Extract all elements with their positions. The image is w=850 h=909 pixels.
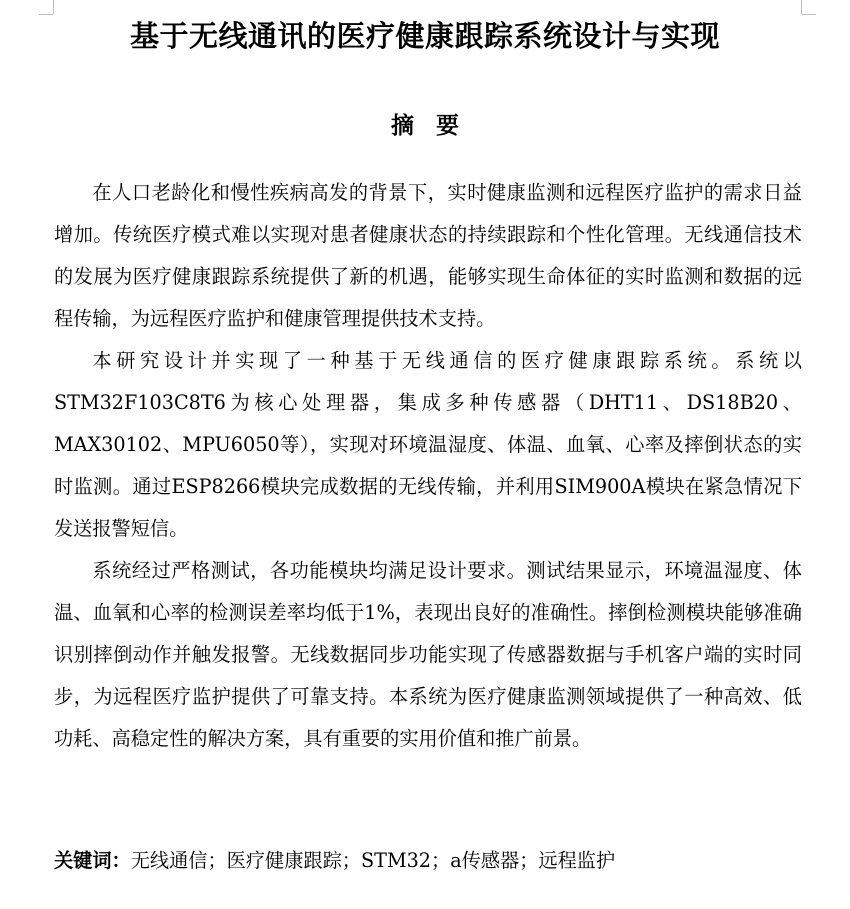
keywords-label: 关键词：: [54, 849, 131, 872]
abstract-body: [54, 172, 802, 760]
crop-mark-right: [801, 0, 802, 14]
keywords-text: 无线通信；医疗健康跟踪；STM32；a传感器；远程监护: [130, 849, 616, 872]
document-title: 基于无线通讯的医疗健康跟踪系统设计与实现: [129, 19, 720, 53]
keywords-line: [54, 840, 802, 882]
abstract-heading: 摘要: [391, 113, 481, 139]
crop-mark-left: [53, 0, 54, 14]
abstract-paragraph-3: 系统经过严格测试，各功能模块均满足设计要求。测试结果显示，环境温湿度、体温、血氧和心率的检测误差率均低于1%，表现出良好的准确性。摔倒检测模块能够准确识别摔倒动作并触发报警。无线数据同步功能实现了传感器数据与手机客户端的实时同步，为远程医疗监护提供了可靠支持。本系统为医疗健康监测领域提供了一种高效、低功耗、高稳定性的解决方案，具有重要的实用价值和推广前景。: [54, 559, 802, 750]
abstract-paragraph-1: 在人口老龄化和慢性疾病高发的背景下，实时健康监测和远程医疗监护的需求日益增加。传统医疗模式难以实现对患者健康状态的持续跟踪和个性化管理。无线通信技术的发展为医疗健康跟踪系统提供了新的机遇，能够实现生命体征的实时监测和数据的远程传输，为远程医疗监护和健康管理提供技术支持。: [54, 181, 802, 330]
abstract-paragraph-2: 本研究设计并实现了一种基于无线通信的医疗健康跟踪系统。系统以STM32F103C8T6为核心处理器，集成多种传感器（DHT11、DS18B20、MAX30102、MPU6050等），实现对环境温湿度、体温、血氧、心率及摔倒状态的实时监测。通过ESP8266模块完成数据的无线传输，并利用SIM900A模块在紧急情况下发送报警短信。: [54, 349, 802, 540]
